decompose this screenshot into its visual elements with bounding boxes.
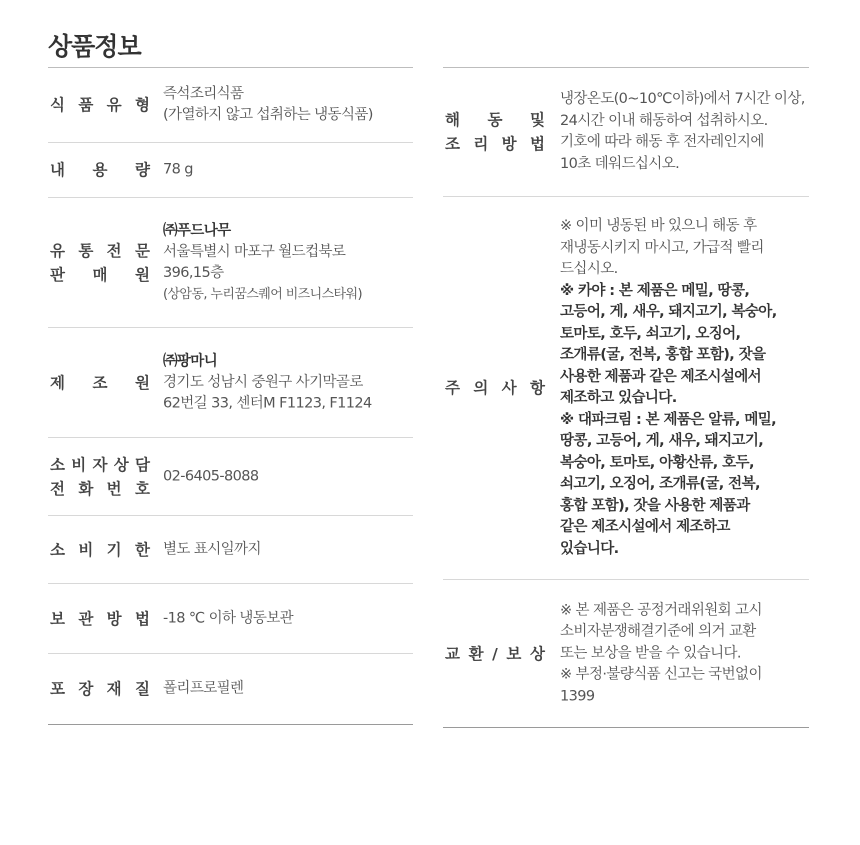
value-line-small: (상암동, 누리꿈스퀘어 비즈니스타워) <box>163 286 362 302</box>
row-value <box>163 351 413 414</box>
row-label <box>50 371 150 395</box>
row-value <box>560 89 809 175</box>
row-label <box>50 158 150 182</box>
value-line: 별도 표시일까지 <box>163 541 261 557</box>
row-expiry <box>48 516 413 584</box>
allergen-line: 같은 제조시설에서 제조하고 <box>560 519 730 535</box>
row-value <box>163 679 413 700</box>
row-caution <box>443 197 809 580</box>
phone-number: 02-6405-8088 <box>163 468 259 484</box>
row-exchange-refund <box>443 580 809 728</box>
label-line: 전 화 번 호 <box>50 479 150 498</box>
row-label <box>50 607 150 631</box>
allergen-line: 조개류(굴, 전복, 홍합 포함), 잣을 <box>560 347 766 363</box>
label-line: 소 비 자 상 담 <box>50 455 150 474</box>
label-line: 교 환 / 보 상 <box>445 644 545 663</box>
value-line: 62번길 33, 센터M F1123, F1124 <box>163 395 372 411</box>
row-value <box>163 466 413 487</box>
row-value <box>163 221 413 305</box>
allergen-line: ※ 대파크림 : 본 제품은 알류, 메밀, <box>560 411 777 428</box>
value-line: 10초 데워드십시오. <box>560 155 680 172</box>
row-label <box>445 376 545 400</box>
label-line: 소 비 기 한 <box>50 540 150 559</box>
value-line: ※ 이미 냉동된 바 있으니 해동 후 <box>560 218 757 234</box>
value-line: 1399 <box>560 687 595 704</box>
value-line: 재냉동시키지 마시고, 가급적 빨리 <box>560 239 764 256</box>
label-line: 제 조 원 <box>50 373 150 392</box>
row-label <box>50 538 150 562</box>
page-title: 상품정보 <box>48 32 141 61</box>
value-line: (가열하지 않고 섭취하는 냉동식품) <box>163 107 373 123</box>
row-value <box>560 600 809 708</box>
value-line: -18 ℃ 이하 냉동보관 <box>163 610 294 626</box>
row-consumer-phone <box>48 438 413 516</box>
value-line: 78 g <box>163 161 193 178</box>
row-food-type <box>48 68 413 143</box>
value-line: 또는 보상을 받을 수 있습니다. <box>560 644 741 661</box>
value-line: 즉석조리식품 <box>163 86 244 102</box>
row-value <box>163 608 413 629</box>
value-line: 폴리프로필렌 <box>163 680 244 697</box>
row-storage <box>48 584 413 654</box>
row-value <box>163 539 413 560</box>
allergen-line: ※ 카야 : 본 제품은 메밀, 땅콩, <box>560 282 750 299</box>
row-label <box>445 108 545 156</box>
company-name: ㈜푸드나무 <box>163 222 231 239</box>
row-value <box>163 160 413 181</box>
allergen-line: 복숭아, 토마토, 아황산류, 호두, <box>560 454 754 471</box>
allergen-line: 쇠고기, 오징어, 조개류(굴, 전복, <box>560 476 760 492</box>
row-packaging <box>48 654 413 725</box>
row-manufacturer <box>48 328 413 438</box>
label-line: 포 장 재 질 <box>50 680 150 698</box>
row-label <box>50 453 150 501</box>
value-line: 서울특별시 마포구 월드컵북로 <box>163 243 346 260</box>
product-info-right-table <box>443 67 809 728</box>
allergen-line: 고등어, 게, 새우, 돼지고기, 복숭아, <box>560 304 777 320</box>
value-line: 드십시오. <box>560 261 618 277</box>
row-label <box>445 642 545 666</box>
row-label <box>50 677 150 701</box>
product-info-left-table <box>48 67 413 725</box>
row-thaw-cook <box>443 68 809 197</box>
row-value <box>163 84 413 126</box>
value-line: ※ 부정·불량식품 신고는 국번없이 <box>560 666 762 683</box>
value-line: 냉장온도(0~10℃이하)에서 7시간 이상, <box>560 91 805 107</box>
allergen-line: 제조하고 있습니다. <box>560 390 677 406</box>
label-line: 보 관 방 법 <box>50 609 150 628</box>
value-line: 기호에 따라 해동 후 전자레인지에 <box>560 134 764 150</box>
row-content-amount <box>48 143 413 198</box>
allergen-line: 있습니다. <box>560 540 619 557</box>
label-line: 주 의 사 항 <box>445 379 545 397</box>
allergen-line: 땅콩, 고등어, 게, 새우, 돼지고기, <box>560 433 764 449</box>
allergen-line: 사용한 제품과 같은 제조시설에서 <box>560 368 762 385</box>
label-line: 내 용 량 <box>50 161 150 179</box>
label-line: 판 매 원 <box>50 265 150 284</box>
company-name: ㈜팡마니 <box>163 353 218 369</box>
label-line: 유 통 전 문 <box>50 241 150 260</box>
label-line: 조 리 방 법 <box>445 135 545 153</box>
allergen-line: 토마토, 호두, 쇠고기, 오징어, <box>560 325 741 342</box>
value-line: 24시간 이내 해동하여 섭취하시오. <box>560 112 768 129</box>
label-line: 해 동 및 <box>445 111 545 129</box>
row-distributor <box>48 198 413 328</box>
value-line: ※ 본 제품은 공정거래위원회 고시 <box>560 601 762 618</box>
value-line: 경기도 성남시 중원구 사기막골로 <box>163 374 363 390</box>
label-line: 식 품 유 형 <box>50 96 150 114</box>
row-value <box>560 216 809 560</box>
allergen-line: 홍합 포함), 잣을 사용한 제품과 <box>560 497 750 514</box>
row-label <box>50 93 150 117</box>
row-label <box>50 239 150 287</box>
value-line: 396,15층 <box>163 264 224 281</box>
value-line: 소비자분쟁해결기준에 의거 교환 <box>560 623 756 640</box>
